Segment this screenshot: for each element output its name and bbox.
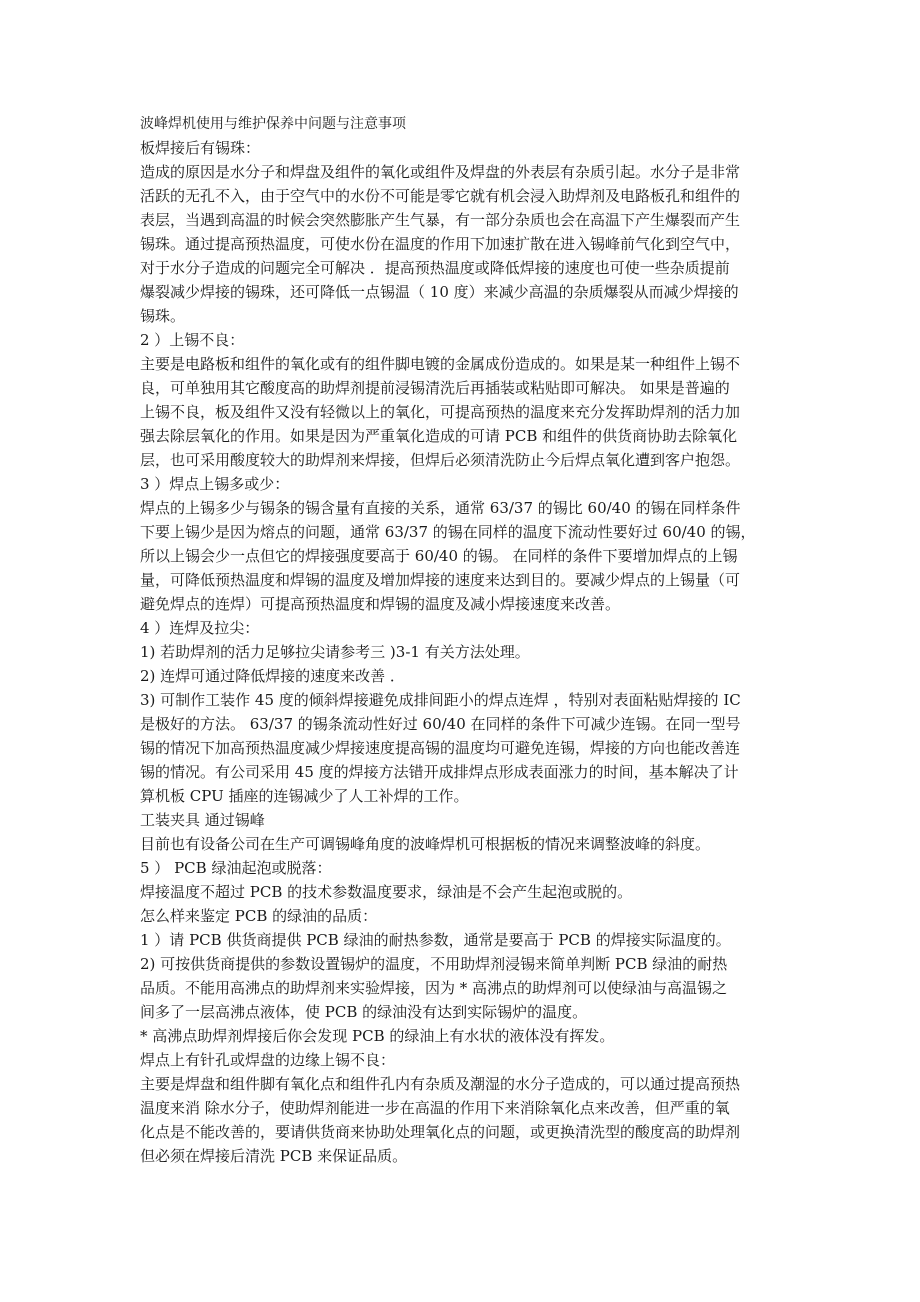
text-line: 锡的情况下加高预热温度减少焊接速度提高锡的温度均可避免连锡，焊接的方向也能改善连 xyxy=(140,739,741,757)
text-line: 造成的原因是水分子和焊盘及组件的氧化或组件及焊盘的外表层有杂质引起。水分子是非常 xyxy=(140,163,741,181)
text-line: 1 ）请 PCB 供货商提供 PCB 绿油的耐热参数，通常是要高于 PCB 的焊接实际温度的。 xyxy=(140,931,731,949)
section-heading: 2 ）上锡不良： xyxy=(140,331,245,349)
text-line: 焊接温度不超过 PCB 的技术参数温度要求，绿油是不会产生起泡或脱的。 xyxy=(140,883,633,901)
section-heading: 3 ）焊点上锡多或少： xyxy=(140,475,290,493)
document-body xyxy=(140,112,790,1168)
text-line: 良，可单独用其它酸度高的助焊剂提前浸锡清洗后再插装或粘贴即可解决。 如果是普遍的 xyxy=(140,379,730,397)
text-line: 但必须在焊接后清洗 PCB 来保证品质。 xyxy=(140,1147,408,1165)
document-title: 波峰焊机使用与维护保养中问题与注意事项 xyxy=(140,116,406,132)
text-line: 锡珠。通过提高预热温度，可使水份在温度的作用下加速扩散在进入锡峰前气化到空气中， xyxy=(140,235,741,253)
text-line: 量，可降低预热温度和焊锡的温度及增加焊接的速度来达到目的。要减少焊点的上锡量（可 xyxy=(140,571,741,589)
text-line: 下要上锡少是因为熔点的问题，通常 63/37 的锡在同样的温度下流动性要好过 60/40 的锡， xyxy=(140,523,756,541)
text-line: 怎么样来鉴定 PCB 的绿油的品质： xyxy=(140,907,378,925)
text-line: 3) 可制作工装作 45 度的倾斜焊接避免成排间距小的焊点连焊 ，特别对表面粘贴焊接的 IC xyxy=(140,691,741,709)
text-line: 焊点的上锡多少与锡条的锡含量有直接的关系，通常 63/37 的锡比 60/40 的锡在同样条件 xyxy=(140,499,741,517)
text-line: 温度来消 除水分子，使助焊剂能进一步在高温的作用下来消除氧化点来改善，但严重的氧 xyxy=(140,1099,730,1117)
text-line: 爆裂减少焊接的锡珠，还可降低一点锡温（ 10 度）来减少高温的杂质爆裂从而减少焊接的 xyxy=(140,283,739,301)
text-line: 化点是不能改善的，要请供货商来协助处理氧化点的问题，或更换清洗型的酸度高的助焊剂 xyxy=(140,1123,741,1141)
text-line: 工装夹具 通过锡峰 xyxy=(140,811,265,829)
text-line: * 高沸点助焊剂焊接后你会发现 PCB 的绿油上有水状的液体没有挥发。 xyxy=(140,1027,615,1045)
text-line: 层，也可采用酸度较大的助焊剂来焊接，但焊后必须清洗防止今后焊点氧化遭到客户抱怨。 xyxy=(140,451,741,469)
text-line: 目前也有设备公司在生产可调锡峰角度的波峰焊机可根据板的情况来调整波峰的斜度。 xyxy=(140,835,711,853)
text-line: 上锡不良，板及组件又没有轻微以上的氧化，可提高预热的温度来充分发挥助焊剂的活力加 xyxy=(140,403,741,421)
text-line: 主要是电路板和组件的氧化或有的组件脚电镀的金属成份造成的。如果是某一种组件上锡不 xyxy=(140,355,741,373)
text-line: 是极好的方法。 63/37 的锡条流动性好过 60/40 在同样的条件下可减少连锡。在同一型号 xyxy=(140,715,741,733)
text-line: 表层，当遇到高温的时候会突然膨胀产生气暴，有一部分杂质也会在高温下产生爆裂而产生 xyxy=(140,211,741,229)
text-line: 2) 可按供货商提供的参数设置锡炉的温度，不用助焊剂浸锡来简单判断 PCB 绿油的耐热 xyxy=(140,955,728,973)
text-line: 活跃的无孔不入，由于空气中的水份不可能是零它就有机会浸入助焊剂及电路板孔和组件的 xyxy=(140,187,741,205)
text-line: 2) 连焊可通过降低焊接的速度来改善 ． xyxy=(140,667,405,685)
text-line: 对于水分子造成的问题完全可解决 ．提高预热温度或降低焊接的速度也可使一些杂质提前 xyxy=(140,259,730,277)
text-line: 间多了一层高沸点液体，使 PCB 的绿油没有达到实际锡炉的温度。 xyxy=(140,1003,588,1021)
text-line: 锡珠。 xyxy=(140,307,186,325)
section-heading: 4 ）连焊及拉尖： xyxy=(140,619,260,637)
text-line: 算机板 CPU 插座的连锡减少了人工补焊的工作。 xyxy=(140,787,469,805)
text-line: 板焊接后有锡珠： xyxy=(140,139,261,157)
text-line: 品质。不能用高沸点的助焊剂来实验焊接，因为 * 高沸点的助焊剂可以使绿油与高温锡之 xyxy=(140,979,728,997)
section-heading: 焊点上有针孔或焊盘的边缘上锡不良： xyxy=(140,1051,396,1069)
text-line: 强去除层氧化的作用。如果是因为严重氧化造成的可请 PCB 和组件的供货商协助去除氧化 xyxy=(140,427,738,445)
text-line: 避免焊点的连焊）可提高预热温度和焊锡的温度及减小焊接速度来改善。 xyxy=(140,595,621,613)
text-line: 锡的情况。有公司采用 45 度的焊接方法错开成排焊点形成表面涨力的时间，基本解决了计 xyxy=(140,763,739,781)
text-line: 主要是焊盘和组件脚有氧化点和组件孔内有杂质及潮湿的水分子造成的，可以通过提高预热 xyxy=(140,1075,741,1093)
section-heading: 5 ） PCB 绿油起泡或脱落： xyxy=(140,859,332,877)
text-line: 1) 若助焊剂的活力足够拉尖请参考三 )3-1 有关方法处理。 xyxy=(140,643,530,661)
text-line: 所以上锡会少一点但它的焊接强度要高于 60/40 的锡。 在同样的条件下要增加焊点的上锡 xyxy=(140,547,738,565)
